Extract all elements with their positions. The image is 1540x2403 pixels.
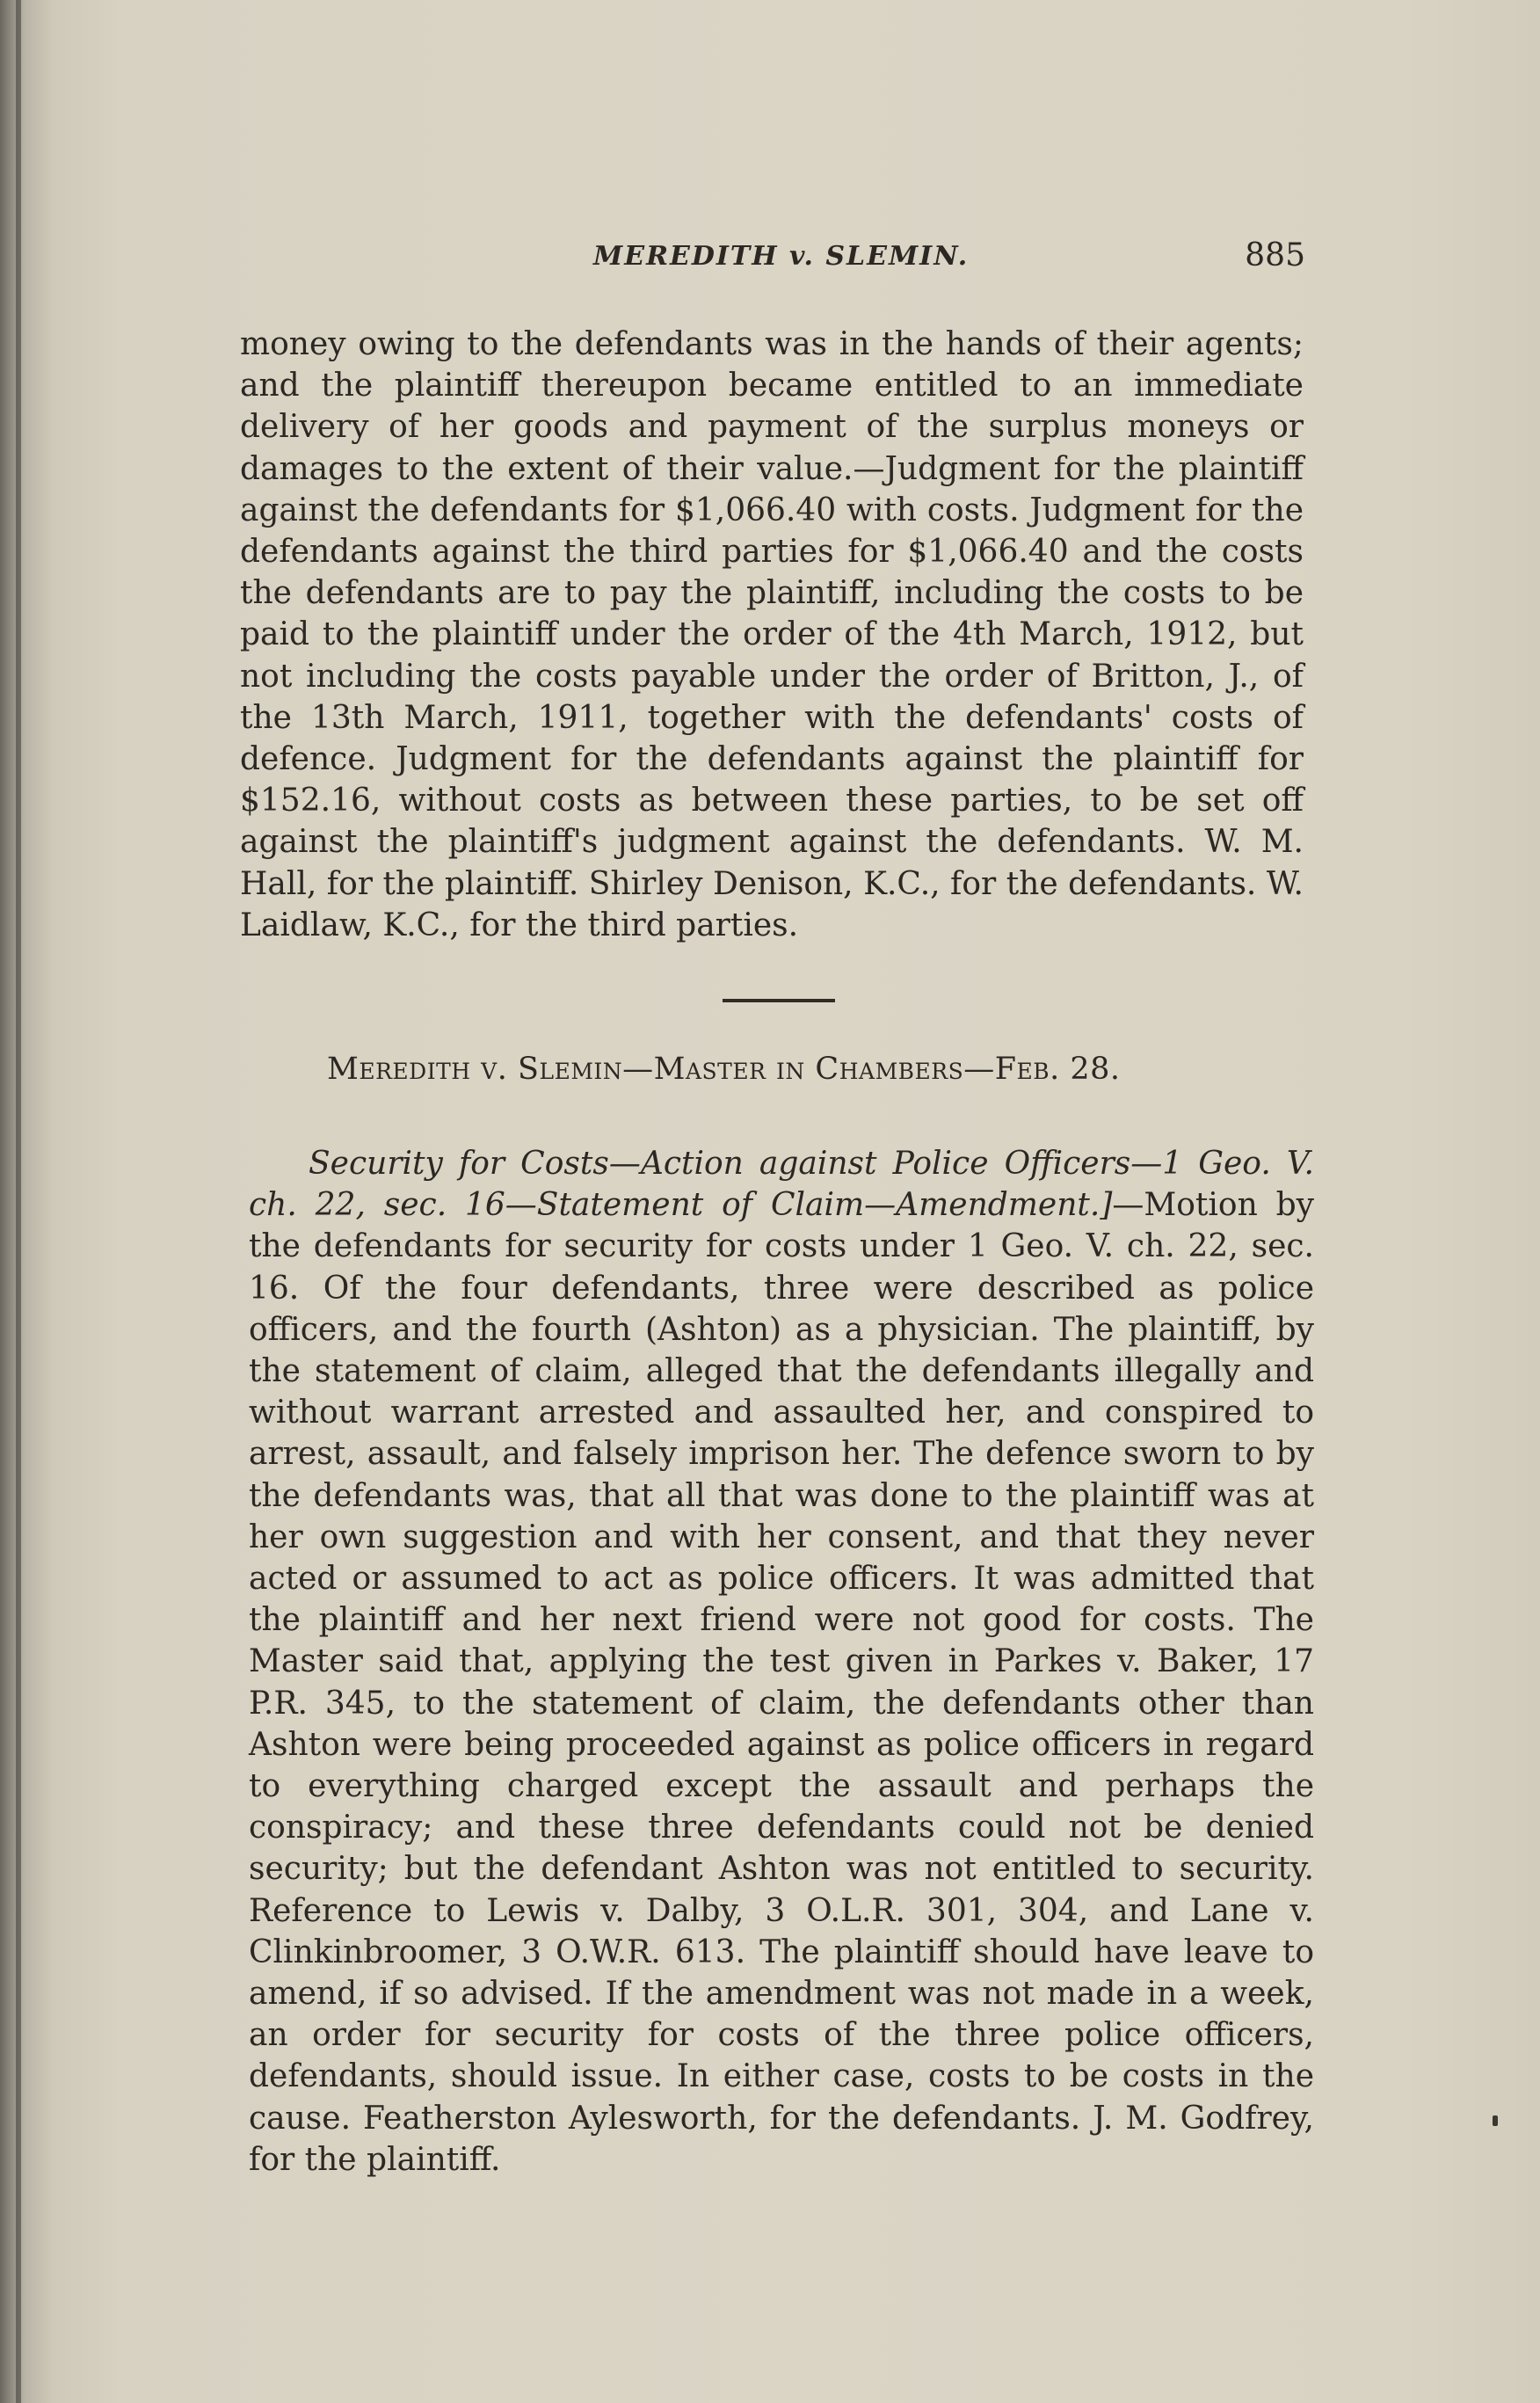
book-spine-shadow: [16, 0, 21, 2403]
case-report-paragraph: [249, 1143, 1314, 2181]
section-divider-rule: [723, 999, 835, 1002]
case-catchwords: Security for Costs—Action against Police Officers—1 Geo. V. ch. 22, sec. 16—Statement of Claim—Amendment.]: [249, 1146, 1314, 1224]
case-heading: Meredith v. Slemin—Master in Chambers—Feb. 28.: [327, 1052, 1121, 1087]
case-report-body: —Motion by the defendants for security for costs under 1 Geo. V. ch. 22, sec. 16. Of the four defendants, three were described as police officers, and the fourth (Ashton) as a physician. The plaintiff, by the statement of claim, alleged that the defendants illegally and without warrant arrested and assaulted her, and conspired to arrest, assault, and falsely imprison her. The defence sworn to by the defendants was, that all that was done to the plaintiff was at her own suggestion and with her consent, and that they never acted or assumed to act as police officers. It was admitted that the plaintiff and her next friend were not good for costs. The Master said that, applying the test given in Parkes v. Baker, 17 P.R. 345, to the statement of claim, the defendants other than Ashton were being proceeded against as police officers in regard to everything charged except the assault and perhaps the conspiracy; and these three defendants could not be denied security; but the defendant Ashton was not entitled to security. Reference to Lewis v. Dalby, 3 O.L.R. 301, 304, and Lane v. Clinkinbroomer, 3 O.W.R. 613. The plaintiff should have leave to amend, if so advised. If the amendment was not made in a week, an order for security for costs of the three police officers, defendants, should issue. In either case, costs to be costs in the cause. Featherston Aylesworth, for the defendants. J. M. Godfrey, for the plaintiff.: [249, 1187, 1315, 2178]
continued-judgment-paragraph: money owing to the defendants was in the hands of their agents; and the plaintiff thereupon became entitled to an immediate delivery of her goods and payment of the surplus moneys or damages to the extent of their value.—Judgment for the plaintiff against the defendants for $1,066.40 with costs. Judgment for the defendants against the third parties for $1,066.40 and the costs the defendants are to pay the plaintiff, including the costs to be paid to the plaintiff under the order of the 4th March, 1912, but not including the costs payable under the order of Britton, J., of the 13th March, 1911, together with the defendants' costs of defence. Judgment for the defendants against the plaintiff for $152.16, without costs as between these parties, to be set off against the plaintiff's judgment against the defendants. W. M. Hall, for the plaintiff. Shirley Denison, K.C., for the defendants. W. Laidlaw, K.C., for the third parties.: [240, 326, 1304, 943]
running-head: [246, 236, 1305, 280]
ink-speck: [1493, 2115, 1498, 2126]
page-number: 885: [1245, 237, 1305, 273]
running-title: MEREDITH v. SLEMIN.: [593, 241, 970, 272]
